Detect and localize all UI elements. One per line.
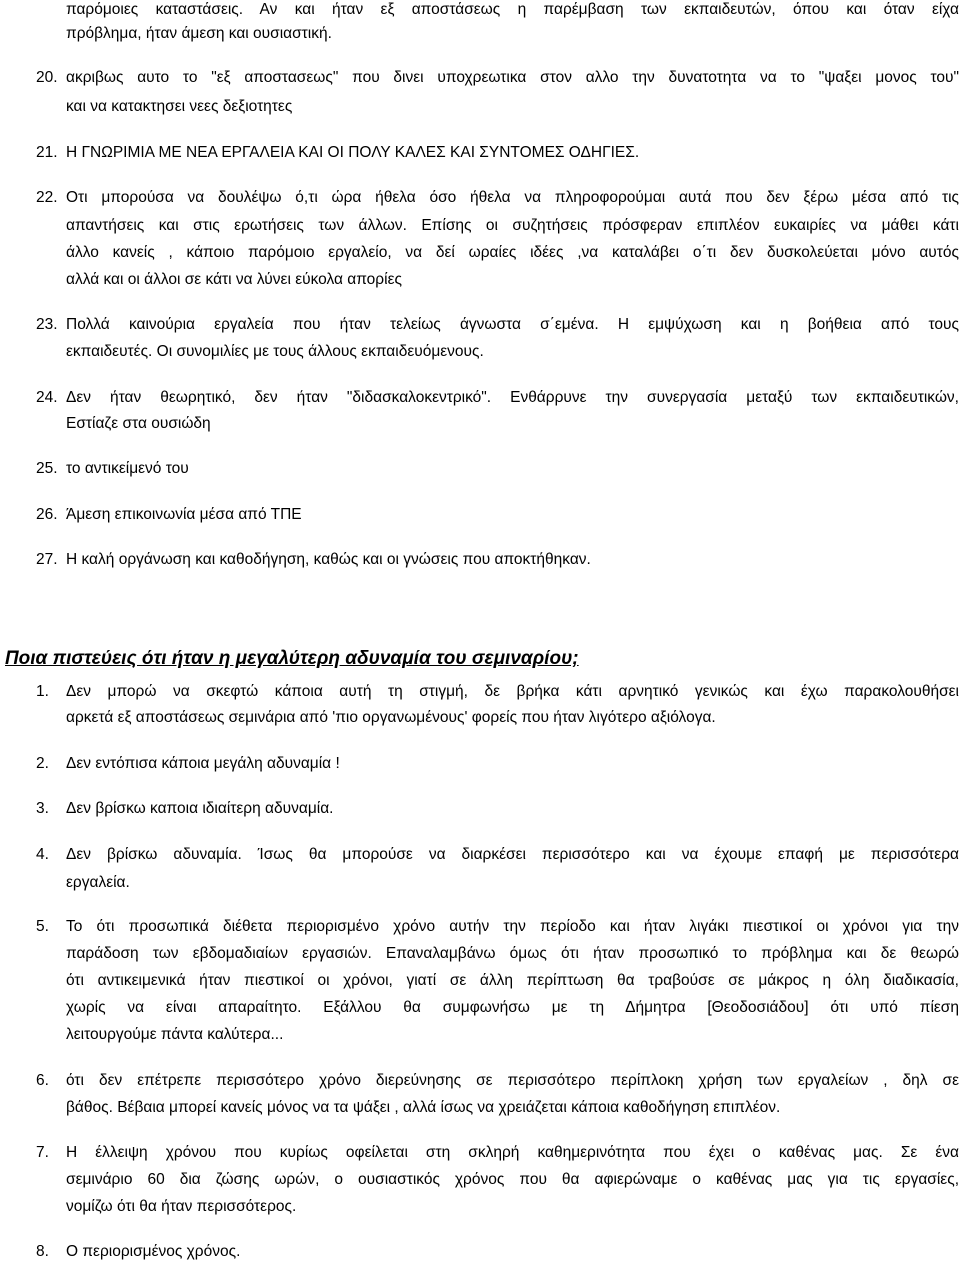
list-item-text: νομίζω ότι θα ήταν περισσότερος.	[66, 1198, 297, 1215]
list-item-text: Η καλή οργάνωση και καθοδήγηση, καθώς και οι γνώσεις που αποκτήθηκαν.	[66, 551, 591, 568]
list-item-text: Δεν ήταν θεωρητικό, δεν ήταν "διδασκαλοκεντρικό". Ενθάρρυνε την συνεργασία μεταξύ των εκπαιδευτικών,	[66, 389, 959, 406]
list-item-text: λειτουργούμε πάντα καλύτερα...	[66, 1026, 284, 1043]
list-item-text: απαντήσεις και στις ερωτήσεις των άλλων. Επίσης οι συζητήσεις πρόσφεραν επιπλέον ευκαιρίες να μάθει κάτι	[66, 217, 959, 234]
list-item-text: Δεν βρίσκω αδυναμία. Ίσως θα μπορούσε να διαρκέσει περισσότερο και να έχουμε επαφή με περισσότερα	[66, 846, 959, 863]
list-item-text: σεμινάριο 60 δια ζώσης ωρών, ο ουσιαστικός χρόνος που θα αφιερώναμε ο καθένας μας για τις εργασίες,	[66, 1171, 959, 1188]
list-number: 6.	[36, 1072, 49, 1089]
list-item-text: ότι αντικειμενικά ήταν πιεστικοί οι χρόνοι, γιατί σε άλλη περίπτωση θα τραβούσε σε μάκρος η όλη διαδικασία,	[66, 972, 959, 989]
list-item-text: Δεν μπορώ να σκεφτώ κάποια αυτή τη στιγμή, δε βρήκα κάτι αρνητικό γενικώς και έχω παρακολουθήσει	[66, 683, 959, 700]
list-item-text: Ο περιορισμένος χρόνος.	[66, 1243, 241, 1260]
list-item-text: Δεν βρίσκω καποια ιδιαίτερη αδυναμία.	[66, 800, 334, 817]
list-item-text: παράδοση των εβδομαδιαίων εργασιών. Επαναλαμβάνω όμως ότι ήταν προσωπικό το πρόβλημα και δε θεωρώ	[66, 945, 959, 962]
list-item-text: Οτι μπορούσα να δουλέψω ό,τι ώρα ήθελα όσο ήθελα να πληροφορούμαι αυτά που δεν ξέρω μέσα από τις	[66, 189, 959, 206]
list-item-text: Άμεση επικοινωνία μέσα από ΤΠΕ	[66, 506, 302, 523]
list-number: 2.	[36, 755, 49, 772]
list-item-text: Πολλά καινούρια εργαλεία που ήταν τελείως άγνωστα σ΄εμένα. Η εμψύχωση και η βοήθεια από τους	[66, 316, 959, 333]
list-number: 4.	[36, 846, 49, 863]
list-item-text: αλλά και οι άλλοι σε κάτι να λύνει εύκολα απορίες	[66, 271, 402, 288]
list-number: 1.	[36, 683, 49, 700]
intro-line-2: πρόβλημα, ήταν άμεση και ουσιαστική.	[66, 25, 332, 42]
list-number: 5.	[36, 918, 49, 935]
intro-line-1: παρόμοιες καταστάσεις. Αν και ήταν εξ αποστάσεως η παρέμβαση των εκπαιδευτών, όπου και όταν είχα	[66, 1, 959, 18]
list-number: 26.	[36, 506, 58, 523]
list-number: 22.	[36, 189, 58, 206]
list-item-text: εκπαιδευτές. Οι συνομιλίες με τους άλλους εκπαιδευόμενους.	[66, 343, 484, 360]
list-number: 25.	[36, 460, 58, 477]
section-heading: Ποια πιστεύεις ότι ήταν η μεγαλύτερη αδυναμία του σεμιναρίου;	[5, 648, 579, 669]
list-item-text: Η ΓΝΩΡΙΜΙΑ ΜΕ ΝΕΑ ΕΡΓΑΛΕΙΑ ΚΑΙ ΟΙ ΠΟΛΥ ΚΑΛΕΣ ΚΑΙ ΣΥΝΤΟΜΕΣ ΟΔΗΓΙΕΣ.	[66, 144, 640, 161]
list-item-text: χωρίς να είναι απαραίτητο. Εξάλλου θα συμφωνήσω με τη Δήμητρα [Θεοδοσιάδου] ότι υπό πίεση	[66, 999, 959, 1016]
list-number: 27.	[36, 551, 58, 568]
list-item-text: εργαλεία.	[66, 874, 130, 891]
list-number: 20.	[36, 69, 58, 86]
list-number: 3.	[36, 800, 49, 817]
list-number: 7.	[36, 1144, 49, 1161]
list-item-text: το αντικείμενό του	[66, 460, 189, 477]
list-item-text: Δεν εντόπισα κάποια μεγάλη αδυναμία !	[66, 755, 340, 772]
list-item-text: άλλο κανείς , κάποιο παρόμοιο εργαλείο, να δεί ωραίες ιδέες ,να καταλάβει ο΄τι δεν δυσκολεύεται μόνο αυτός	[66, 244, 959, 261]
list-item-text: αρκετά εξ αποστάσεως σεμινάρια από 'πιο οργανωμένους' φορείς που ήταν λιγότερο αξιόλογα.	[66, 709, 716, 726]
list-item-text: ότι δεν επέτρεπε περισσότερο χρόνο διερεύνησης σε περισσότερο περίπλοκη χρήση των εργαλείων , δηλ σε	[66, 1072, 959, 1089]
list-item-text: βάθος. Βέβαια μπορεί κανείς μόνος να τα ψάξει , αλλά ίσως να χρειάζεται κάποια καθοδήγηση επιπλέον.	[66, 1099, 781, 1116]
list-number: 8.	[36, 1243, 49, 1260]
list-item-text: Η έλλειψη χρόνου που κυρίως οφείλεται στη σκληρή καθημερινότητα που έχει ο καθένας μας. Σε ένα	[66, 1144, 959, 1161]
list-number: 24.	[36, 389, 58, 406]
list-number: 21.	[36, 144, 58, 161]
list-item-text: και να κατακτησει νεες δεξιοτητες	[66, 98, 293, 115]
list-item-text: Εστίαζε στα ουσιώδη	[66, 415, 211, 432]
list-number: 23.	[36, 316, 58, 333]
list-item-text: ακριβως αυτο το "εξ αποστασεως" που δινει υποχρεωτικα στον αλλο την δυνατοτητα να το "ψαξει μονος του"	[66, 69, 959, 86]
list-item-text: Το ότι προσωπικά διέθετα περιορισμένο χρόνο αυτήν την περίοδο και ήταν λιγάκι πιεστικοί οι χρόνοι για την	[66, 918, 959, 935]
